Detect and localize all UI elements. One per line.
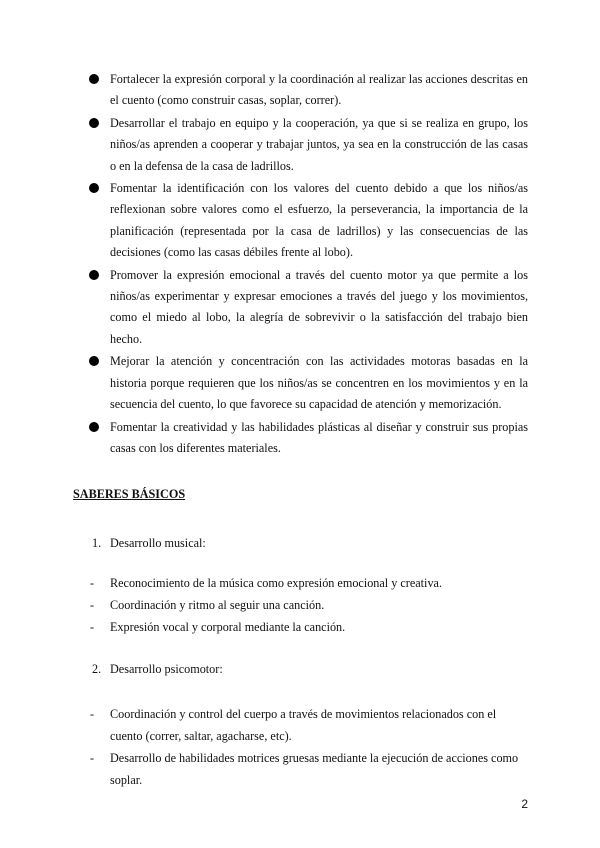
- dash-marker: -: [90, 576, 95, 590]
- objective-item: [88, 113, 528, 177]
- objective-text: Fomentar la creatividad y las habilidades plásticas al diseñar y construir sus propias casas con los diferentes materiales.: [110, 419, 528, 455]
- bullet-icon: [89, 118, 99, 128]
- list-item: [90, 747, 530, 791]
- objective-item: [88, 417, 528, 460]
- bullet-icon: [89, 183, 99, 193]
- objective-text: Fortalecer la expresión corporal y la coordinación al realizar las acciones descritas en el cuento (como construir casas, soplar, correr).: [110, 72, 528, 108]
- saberes-heading: SABERES BÁSICOS: [73, 487, 186, 501]
- objectives-list: [88, 69, 528, 460]
- list-item: [90, 616, 530, 638]
- list-item-text: Reconocimiento de la música como expresión emocional y creativa.: [110, 576, 442, 590]
- list-item: [90, 594, 530, 616]
- section-heading-psicomotor: [92, 659, 223, 679]
- musical-items-list: [90, 572, 530, 638]
- dash-marker: -: [90, 707, 95, 721]
- dash-marker: -: [90, 751, 95, 765]
- section-title: Desarrollo musical:: [110, 536, 206, 550]
- list-item-text: Coordinación y ritmo al seguir una canción.: [110, 598, 325, 612]
- bullet-icon: [89, 270, 99, 280]
- objective-text: Fomentar la identificación con los valores del cuento debido a que los niños/as reflexionan sobre valores como el esfuerzo, la perseverancia, la importancia de la planificación (representada por la casa de ladrillos) y las consecuencias de las decisiones (como las casas débiles frente al lobo).: [110, 181, 528, 260]
- psicomotor-items-list: [90, 703, 530, 791]
- bullet-icon: [89, 422, 99, 432]
- objective-text: Mejorar la atención y concentración con las actividades motoras basadas en la historia porque requieren que los niños/as se concentren en los movimientos y en la secuencia del cuento, lo que favorece su capacidad de atención y memorización.: [110, 354, 528, 412]
- dash-marker: -: [90, 620, 95, 634]
- section-number: 2.: [92, 662, 102, 676]
- objective-item: [88, 69, 528, 112]
- objective-text: Promover la expresión emocional a través del cuento motor ya que permite a los niños/as experimentar y expresar emociones a través del juego y los movimientos, como el miedo al lobo, la alegría de sobrevivir o la satisfacción del trabajo bien hecho.: [110, 267, 528, 346]
- page-number: 2: [521, 797, 528, 811]
- section-heading-musical: [92, 533, 206, 553]
- dash-marker: -: [90, 598, 95, 612]
- list-item: [90, 572, 530, 594]
- list-item-text: Coordinación y control del cuerpo a través de movimientos relacionados con el cuento (correr, saltar, agacharse, etc).: [110, 707, 497, 743]
- section-title: Desarrollo psicomotor:: [110, 662, 223, 676]
- objective-item: [88, 351, 528, 415]
- bullet-icon: [89, 356, 99, 366]
- list-item: [90, 703, 530, 747]
- objective-item: [88, 178, 528, 264]
- objective-text: Desarrollar el trabajo en equipo y la cooperación, ya que si se realiza en grupo, los niños/as aprenden a cooperar y trabajar juntos, ya sea en la construcción de las casas o en la defensa de la casa de ladrillos.: [110, 115, 528, 173]
- list-item-text: Expresión vocal y corporal mediante la canción.: [110, 620, 346, 634]
- list-item-text: Desarrollo de habilidades motrices gruesas mediante la ejecución de acciones como soplar.: [110, 751, 519, 787]
- objective-item: [88, 265, 528, 351]
- section-number: 1.: [92, 536, 102, 550]
- bullet-icon: [89, 74, 99, 84]
